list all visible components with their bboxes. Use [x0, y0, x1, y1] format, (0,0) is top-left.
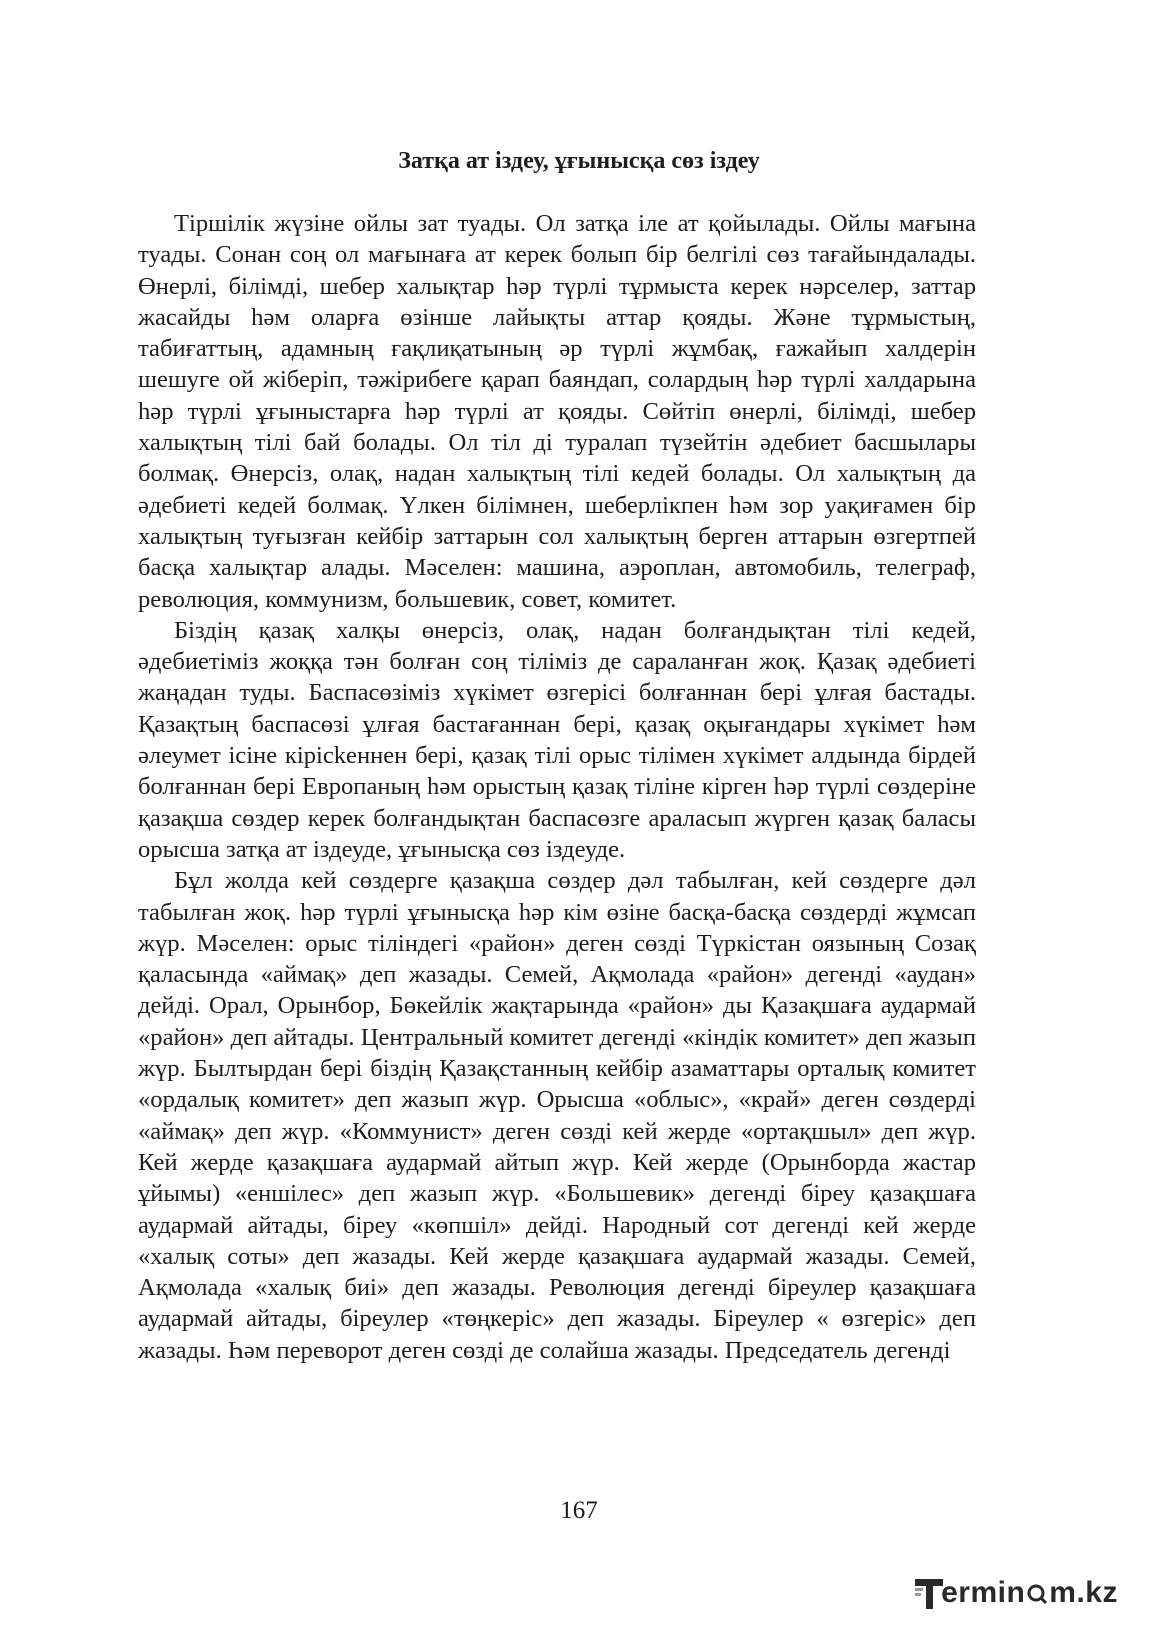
- termincom-watermark: [913, 1573, 1118, 1613]
- magnifier-o-icon: [1026, 1582, 1048, 1604]
- page-number: 167: [560, 1497, 598, 1524]
- paragraph-2: Біздің қазақ халқы өнерсіз, олақ, надан болғандықтан тілі кедей, әдебиетіміз жоққа тән болған соң тіліміз де сараланған жоқ. Қазақ әдебиеті жаңадан туды. Баспасөзіміз хүкімет өзгерісі болғаннан бері ұлғая бастады. Қазақтың баспасөзі ұлғая бастағаннан бері, қазақ оқығандары хүкімет һәм әлеумет ісіне кірісkеннен бері, қазақ тілі орыс тілімен хүкімет алдында бірдей болғаннан бері Европаның һәм орыстың қазақ тіліне кірген һәр түрлі сөздеріне қазақша сөздер керек болғандықтан баспасөзге араласып жүрген қазақ баласы орысша затқа ат іздеуде, ұғынысқа сөз іздеуде.: [138, 616, 976, 863]
- paragraph-1: Тіршілік жүзіне ойлы зат туады. Ол затқа іле ат қойылады. Ойлы мағына туады. Сонан соң ол мағынаға ат керек болып бір белгілі сөз тағайындалады. Өнерлі, білімді, шебер халықтар һәр түрлі тұрмыста керек нәрселер, заттар жасайды һәм оларға өзінше лайықты аттар қояды. Және тұрмыстың, табиғаттың, адамның ғақлиқатының әр түрлі жұмбақ, ғажайып халдерін шешуге ой жіберіп, тәжірибеге қарап баяндап, солардың һәр түрлі халдарына һәр түрлі ұғыныстарға һәр түрлі ат қояды. Сөйтіп өнерлі, білімді, шебер халықтың тілі бай болады. Ол тіл ді туралап түзейтін әдебиет басшылары болмақ. Өнерсіз, олақ, надан халықтың тілі кедей болады. Ол халықтың да әдебиеті кедей болмақ. Үлкен білімнен, шеберлікпен һәм зор уақиғамен бір халықтың туғызған кейбір заттарын сол халықтың берген аттарын өзгертпей басқа халықтар алады. Мәселен: машина, аэроплан, автомобиль, телеграф, революция, коммунизм, большевик, совет, комитет.: [138, 210, 976, 613]
- page-title: Затқа ат іздеу, ұғынысқа сөз іздеу: [398, 148, 760, 174]
- watermark-text-part2: m.kz: [1049, 1576, 1118, 1609]
- paragraph-3: Бұл жолда кей сөздерге қазақша сөздер дәл табылған, кей сөздерге дәл табылған жоқ. һәр түрлі ұғынысқа һәр кім өзіне басқа-басқа сөздерді жұмсап жүр. Мәселен: орыс тіліндегі «район» деген сөзді Түркістан оязының Созақ қаласында «аймақ» деп жазады. Семей, Ақмолада «район» дегенді «аудан» дейді. Орал, Орынбор, Бөкейлік жақтарында «район» ды Қазақшаға аудармай «район» деп айтады. Центральный комитет дегенді «кіндік комитет» деп жазып жүр. Былтырдан бері біздің Қазақстанның кейбір азаматтары орталық комитет «ордалық комитет» деп жазып жүр. Орысша «облыс», «край» деген сөздерді «аймақ» деп жүр. «Коммунист» деген сөзді кей жерде «ортақшыл» деп жүр. Кей жерде қазақшаға аудармай айтып жүр. Кей жерде (Орынборда жастар ұйымы) «еншілес» деп жазып жүр. «Большевик» дегенді біреу қазақшаға аудармай айтады, біреу «көпшіл» дейді. Народный сот дегенді кей жерде «халық соты» деп жазады. Кей жерде қазақшаға аудармай жазады. Семей, Ақмолада «халық биі» деп жазады. Революция дегенді біреулер қазақшаға аудармай айтады, біреулер «төңкеріс» деп жазады. Біреулер « өзгеріс» деп жазады. Һәм переворот деген сөзді де солайша жазады. Председатель дегенді: [138, 867, 976, 1364]
- body-text: [138, 208, 976, 1366]
- watermark-text-part1: ermin: [941, 1576, 1026, 1609]
